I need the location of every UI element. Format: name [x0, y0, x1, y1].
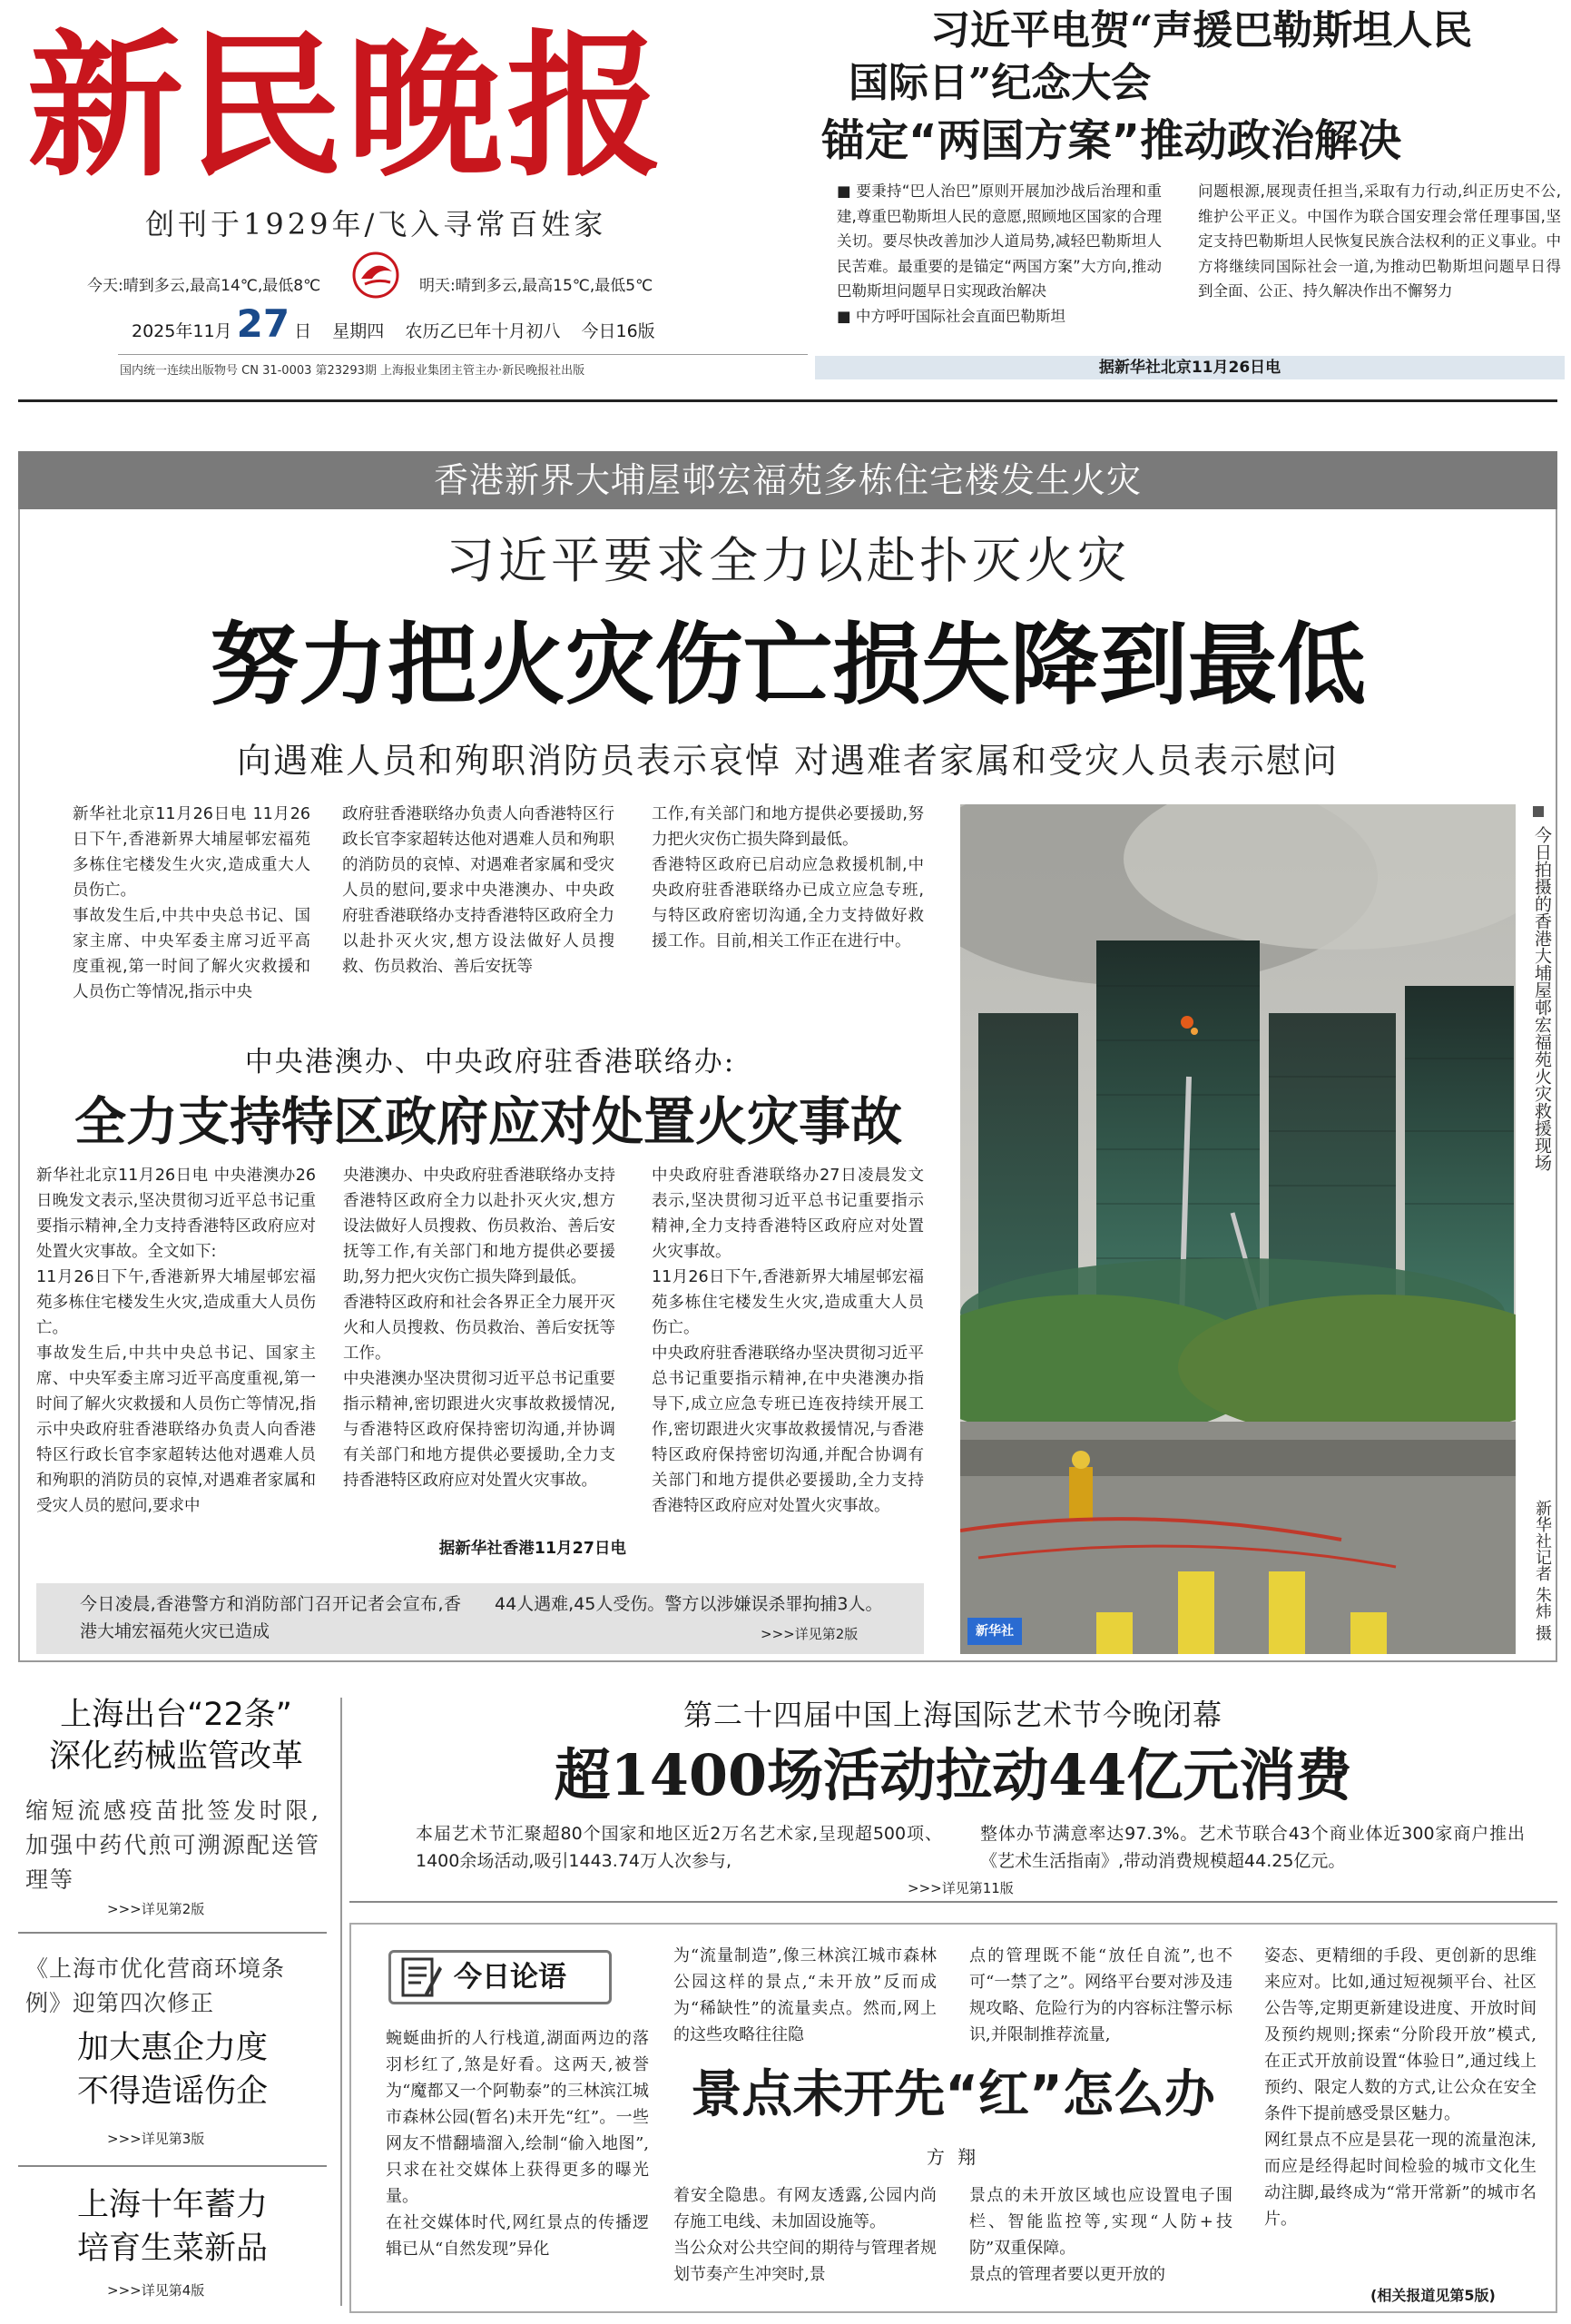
date-prefix: 2025年11月: [132, 321, 232, 341]
arts-divider: [349, 1901, 1557, 1903]
top-headline-1: 习近平电贺“声援巴勒斯坦人民: [930, 7, 1473, 54]
fire-subhead: 向遇难人员和殉职消防员表示哀悼 对遇难者家属和受灾人员表示慰问: [236, 741, 1340, 781]
weather-today: 今天:晴到多云,最高14℃,最低8℃: [87, 277, 321, 295]
liaison-col-1: 新华社北京11月26日电 中央港澳办26日晚发文表示,坚决贯彻习近平总书记重要指示精神,全力支持香港特区政府应对处置火灾事故。全文如下: 11月26日下午,香港新界大埔屋邨宏福苑多栋住宅楼发生火灾,造成重大人员伤亡。 事故发生后,中共中央总书记、国家主席、中央军委主席习近平高度重视,第一时间了解火灾救援和人员伤亡等情况,指示中央政府驻香港联络办负责人向香港特区行政长官李家超转达他对遇难人员和殉职的消防员的哀悼,对遇难者家属和受灾人员的慰问,要求中: [36, 1167, 316, 1515]
masthead-tagline: 创刊于1929年/飞入寻常百姓家: [145, 207, 607, 241]
arts-kicker: 第二十四届中国上海国际艺术节今晚闭幕: [682, 1698, 1222, 1732]
arts-headline: 超1400场活动拉动44亿元消费: [554, 1742, 1352, 1808]
commentary-col-3a: 点的管理既不能“放任自流”,也不可“一禁了之”。网络平台要对涉及违规攻略、危险行为的内容标注警示标识,并限制推荐流量,: [969, 1946, 1232, 2044]
teaser-1-title: 上海出台“22条” 深化药械监管改革: [48, 1697, 303, 1775]
masthead-title: 新民晚报: [27, 14, 666, 198]
casualty-brief-left: 今日凌晨,香港警方和消防部门召开记者会宣布,香港大埔宏福苑火灾已造成: [80, 1594, 461, 1641]
teaser-3-ref[interactable]: >>>详见第4版: [107, 2282, 205, 2299]
commentary-ref[interactable]: (相关报道见第5版): [1370, 2287, 1496, 2304]
left-column-divider: [340, 1698, 342, 2306]
date-day: 27: [236, 301, 290, 346]
commentary-col-1: 蜿蜒曲折的人行栈道,湖面两边的落羽杉红了,煞是好看。这两天,被誉为“魔都又一个阿勒泰”的三林滨江城市森林公园(暂名)未开先“红”。一些网友不惜翻墙溜入,绘制“偷入地图”,只求在社交媒体上获得更多的曝光量。 在社交媒体时代,网红景点的传播逻辑已从“自然发现”异化: [386, 2029, 649, 2259]
commentary-label: 今日论语: [454, 1961, 566, 1994]
teaser-2-kicker: 《上海市优化营商环境条例》迎第四次修正: [25, 1955, 286, 2016]
arts-summary-right: 整体办节满意率达97.3%。艺术节联合43个商业体近300家商户推出《艺术生活指南》,带动消费规模超44.25亿元。: [980, 1824, 1525, 1871]
casualty-brief-right: 44人遇难,45人受伤。警方以涉嫌误杀罪拘捕3人。: [495, 1594, 883, 1614]
photo-caption-marker: [1533, 806, 1544, 817]
commentary-col-3b: 景点的未开放区域也应设置电子围栏、智能监控等,实现“人防+技防”双重保障。 景点的管理者要以更开放的: [969, 2186, 1232, 2284]
fire-col-1: 新华社北京11月26日电 11月26日下午,香港新界大埔屋邨宏福苑多栋住宅楼发生火灾,造成重大人员伤亡。 事故发生后,中共中央总书记、国家主席、中央军委主席习近平高度重视,第一时间了解火灾救援和人员伤亡等情况,指示中央: [73, 805, 310, 1001]
top-story-col-2: 问题根源,展现责任担当,采取有力行动,纠正历史不公,维护公平正义。中国作为联合国安理会常任理事国,坚定支持巴勒斯坦人民恢复民族合法权利的正义事业。中方将继续同国际社会一道,为推动巴勒斯坦问题早日得到全面、公正、持久解决作出不懈努力: [1198, 182, 1561, 300]
commentary-col-4: 姿态、更精细的手段、更创新的思维来应对。比如,通过短视频平台、社区公告等,定期更新建设进度、开放时间及预约规则;探索“分阶段开放”模式,在正式开放前设置“体验日”,通过线上预约、限定人数的方式,让公众在安全条件下提前感受景区魅力。 网红景点不应是昙花一现的流量泡沫,而应是经得起时间检验的城市文化生动注脚,最终成为“常开常新”的城市名片。: [1264, 1946, 1537, 2229]
commentary-icon: [399, 1954, 443, 2001]
arts-summary-left: 本届艺术节汇聚超80个国家和地区近2万名艺术家,呈现超500项、1400余场活动,吸引1443.74万人次参与,: [416, 1824, 942, 1871]
registration-line: 国内统一连续出版物号 CN 31-0003 第23293期 上海报业集团主管主办·新民晚报社出版: [120, 364, 585, 378]
weekday: 星期四: [332, 321, 385, 341]
liaison-col-2: 央港澳办、中央政府驻香港联络办支持香港特区政府全力以赴扑灭火灾,想方设法做好人员搜救、伤员救治、善后安抚等工作,有关部门和地方提供必要援助,努力把火灾伤亡损失降到最低。 香港特区政府和社会各界正全力展开灭火和人员搜救、伤员救治、善后安抚等工作。 中央港澳办坚决贯彻习近平总书记重要指示精神,密切跟进火灾事故救援情况,与香港特区政府保持密切沟通,并协调有关部门和地方提供必要援助,全力支持香港特区政府应对处置火灾事故。: [343, 1167, 615, 1490]
photo-watermark-logo: 新华社: [967, 1618, 1022, 1645]
commentary-col-2b: 着安全隐患。有网友透露,公园内尚存施工电线、未加固设施等。 当公众对公共空间的期待与管理者规划节奏产生冲突时,景: [673, 2186, 937, 2284]
photo-credit: 新华社记者 朱炜 摄: [1533, 1500, 1552, 1641]
fire-col-2: 政府驻香港联络办负责人向香港特区行政长官李家超转达他对遇难人员和殉职的消防员的哀悼、对遇难者家属和受灾人员的慰问,要求中央港澳办、中央政府驻香港联络办支持香港特区政府全力以赴扑灭火灾,想方设法做好人员搜救、伤员救治、善后安抚等: [342, 805, 614, 976]
commentary-author: 方 翔: [926, 2146, 980, 2168]
liaison-headline: 全力支持特区政府应对处置火灾事故: [74, 1092, 902, 1152]
teaser-divider-2: [18, 2165, 327, 2167]
commentary-col-2a: 为“流量制造”,像三林滨江城市森林公园这样的景点,“未开放”反而成为“稀缺性”的流量卖点。然而,网上的这些攻略往往隐: [673, 1946, 937, 2044]
top-headline-2: 国际日”纪念大会: [849, 60, 1152, 106]
liaison-col-3: 中央政府驻香港联络办27日凌晨发文表示,坚决贯彻习近平总书记重要指示精神,全力支持香港特区政府应对处置火灾事故。 11月26日下午,香港新界大埔屋邨宏福苑多栋住宅楼发生火灾,造成重大人员伤亡。 中央政府驻香港联络办坚决贯彻习近平总书记重要指示精神,在中央港澳办指导下,成立应急专班已连夜持续开展工作,密切跟进火灾事故救援情况,与香港特区政府保持密切沟通,并配合协调有关部门和地方提供必要援助,全力支持香港特区政府应对处置火灾事故。: [652, 1167, 924, 1515]
top-subhead: 锚定“两国方案”推动政治解决: [821, 115, 1402, 166]
brand-logo: [352, 251, 399, 299]
teaser-2-ref[interactable]: >>>详见第3版: [107, 2131, 205, 2147]
teaser-1-body: 缩短流感疫苗批签发时限,加强中药代煎可溯源配送管理等: [25, 1797, 320, 1893]
arts-ref[interactable]: >>>详见第11版: [908, 1880, 1014, 1896]
photo-caption: 今日拍摄的香港大埔屋邨宏福苑火灾救援现场: [1532, 826, 1552, 1171]
top-story-col-1: ■ 要秉持“巴人治巴”原则开展加沙战后治理和重建,尊重巴勒斯坦人民的意愿,照顾地区国家的合理关切。要尽快改善加沙人道局势,减轻巴勒斯坦人民苦难。最重要的是锚定“两国方案”大方向,推动巴勒斯坦问题早日实现政治解决 ■ 中方呼吁国际社会直面巴勒斯坦: [837, 182, 1162, 325]
fire-col-3: 工作,有关部门和地方提供必要援助,努力把火灾伤亡损失降到最低。 香港特区政府已启动应急救援机制,中央政府驻香港联络办已成立应急专班,与特区政府密切沟通,全力支持做好救援工作。目前,相关工作正在进行中。: [652, 805, 924, 950]
liaison-source: 据新华社香港11月27日电: [438, 1540, 626, 1558]
lunar-date: 农历乙巳年十月初八: [405, 321, 561, 341]
fire-banner: 香港新界大埔屋邨宏福苑多栋住宅楼发生火灾: [18, 451, 1557, 509]
teaser-3-title: 上海十年蓄力 培育生菜新品: [76, 2187, 268, 2267]
teaser-2-title: 加大惠企力度 不得造谣伤企: [76, 2030, 268, 2110]
fire-kicker: 习近平要求全力以赴扑灭火灾: [446, 532, 1130, 589]
issue-date: [132, 301, 667, 347]
fire-photo: [960, 804, 1516, 1654]
masthead-bottom-rule: [18, 399, 1557, 402]
fire-headline: 努力把火灾伤亡损失降到最低: [209, 614, 1366, 717]
casualty-brief-ref[interactable]: >>>详见第2版: [761, 1626, 859, 1642]
teaser-divider-1: [18, 1932, 327, 1934]
masthead-divider: [118, 354, 808, 355]
commentary-headline: 景点未开先“红”怎么办: [691, 2065, 1215, 2124]
teaser-1-ref[interactable]: >>>详见第2版: [107, 1901, 205, 1917]
date-suffix: 日: [294, 321, 312, 341]
page-count: 今日16版: [581, 321, 655, 341]
weather-tomorrow: 明天:晴到多云,最高15℃,最低5℃: [419, 277, 653, 295]
liaison-kicker: 中央港澳办、中央政府驻香港联络办:: [244, 1046, 736, 1078]
top-story-source: 据新华社北京11月26日电: [815, 356, 1565, 379]
